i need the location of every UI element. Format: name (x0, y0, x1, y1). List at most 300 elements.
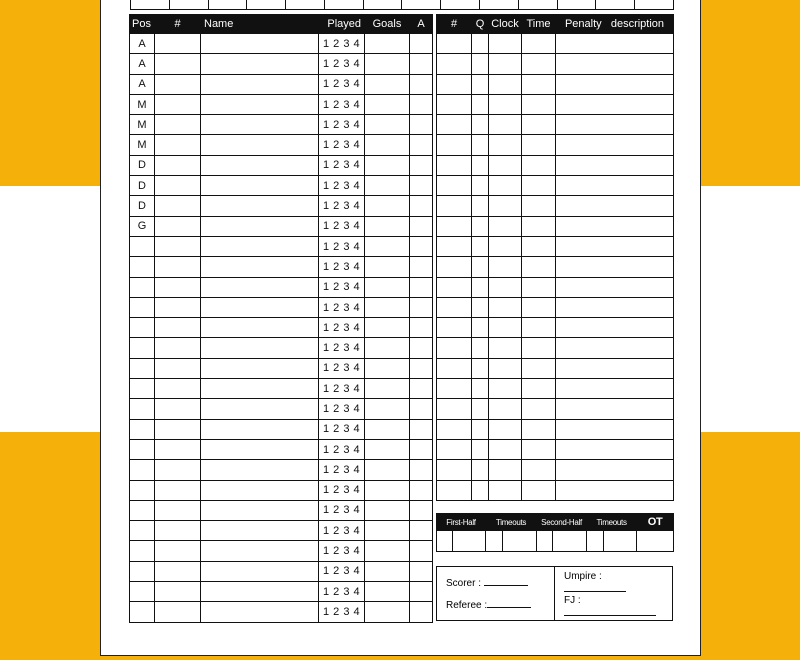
penalty-quarter[interactable] (472, 460, 489, 480)
player-name[interactable] (201, 54, 319, 74)
penalty-quarter[interactable] (472, 379, 489, 399)
player-played[interactable]: 1 2 3 4 (319, 155, 365, 175)
penalty-time[interactable] (522, 399, 556, 419)
player-played[interactable]: 1 2 3 4 (319, 176, 365, 196)
player-assists[interactable] (410, 419, 433, 439)
penalty-clock[interactable] (489, 460, 522, 480)
top-score-cell[interactable] (324, 0, 363, 10)
player-assists[interactable] (410, 115, 433, 135)
penalty-description[interactable] (556, 318, 674, 338)
player-goals[interactable] (365, 74, 410, 94)
player-goals[interactable] (365, 419, 410, 439)
penalty-clock[interactable] (489, 358, 522, 378)
player-played[interactable]: 1 2 3 4 (319, 338, 365, 358)
player-played[interactable]: 1 2 3 4 (319, 541, 365, 561)
penalty-time[interactable] (522, 216, 556, 236)
penalty-clock[interactable] (489, 480, 522, 500)
penalty-number[interactable] (437, 379, 472, 399)
penalty-quarter[interactable] (472, 297, 489, 317)
player-number[interactable] (155, 135, 201, 155)
player-assists[interactable] (410, 602, 433, 622)
penalty-clock[interactable] (489, 257, 522, 277)
penalty-quarter[interactable] (472, 196, 489, 216)
player-number[interactable] (155, 257, 201, 277)
penalty-time[interactable] (522, 318, 556, 338)
player-played[interactable]: 1 2 3 4 (319, 582, 365, 602)
penalty-quarter[interactable] (472, 480, 489, 500)
penalty-clock[interactable] (489, 318, 522, 338)
penalty-quarter[interactable] (472, 176, 489, 196)
penalty-number[interactable] (437, 338, 472, 358)
player-goals[interactable] (365, 54, 410, 74)
header-clock: Clock (489, 15, 522, 34)
player-assists[interactable] (410, 54, 433, 74)
penalty-number[interactable] (437, 115, 472, 135)
player-name[interactable] (201, 155, 319, 175)
player-goals[interactable] (365, 460, 410, 480)
top-score-cell[interactable] (247, 0, 286, 10)
player-goals[interactable] (365, 602, 410, 622)
player-played[interactable]: 1 2 3 4 (319, 74, 365, 94)
penalty-description[interactable] (556, 54, 674, 74)
umpire-field[interactable] (564, 571, 663, 595)
player-number[interactable] (155, 155, 201, 175)
player-number[interactable] (155, 216, 201, 236)
player-number[interactable] (155, 94, 201, 114)
penalty-number[interactable] (437, 297, 472, 317)
penalty-description[interactable] (556, 34, 674, 54)
player-row (130, 500, 433, 520)
timeout-cell[interactable] (587, 531, 604, 552)
player-number[interactable] (155, 318, 201, 338)
player-assists[interactable] (410, 582, 433, 602)
penalty-description[interactable] (556, 94, 674, 114)
penalty-number[interactable] (437, 54, 472, 74)
penalty-number[interactable] (437, 419, 472, 439)
player-name[interactable] (201, 480, 319, 500)
top-score-cell[interactable] (635, 0, 674, 10)
player-number[interactable] (155, 439, 201, 459)
player-goals[interactable] (365, 216, 410, 236)
penalty-time[interactable] (522, 439, 556, 459)
player-name[interactable] (201, 521, 319, 541)
player-goals[interactable] (365, 155, 410, 175)
penalty-quarter[interactable] (472, 439, 489, 459)
penalty-description[interactable] (556, 399, 674, 419)
penalty-clock[interactable] (489, 297, 522, 317)
penalty-clock[interactable] (489, 277, 522, 297)
player-goals[interactable] (365, 34, 410, 54)
top-score-cell[interactable] (169, 0, 208, 10)
player-name[interactable] (201, 379, 319, 399)
penalty-time[interactable] (522, 176, 556, 196)
penalty-number[interactable] (437, 216, 472, 236)
penalty-number[interactable] (437, 155, 472, 175)
player-assists[interactable] (410, 176, 433, 196)
penalty-time[interactable] (522, 34, 556, 54)
penalty-clock[interactable] (489, 216, 522, 236)
top-score-cell[interactable] (402, 0, 441, 10)
penalty-time[interactable] (522, 379, 556, 399)
timeout-cell[interactable] (486, 531, 503, 552)
player-name[interactable] (201, 297, 319, 317)
penalty-number[interactable] (437, 196, 472, 216)
penalty-clock[interactable] (489, 115, 522, 135)
player-goals[interactable] (365, 257, 410, 277)
penalty-number[interactable] (437, 439, 472, 459)
penalty-clock[interactable] (489, 74, 522, 94)
player-played[interactable]: 1 2 3 4 (319, 379, 365, 399)
penalty-number[interactable] (437, 94, 472, 114)
penalty-quarter[interactable] (472, 358, 489, 378)
player-goals[interactable] (365, 582, 410, 602)
penalty-description[interactable] (556, 439, 674, 459)
penalty-clock[interactable] (489, 419, 522, 439)
penalty-time[interactable] (522, 257, 556, 277)
player-number[interactable] (155, 419, 201, 439)
player-goals[interactable] (365, 338, 410, 358)
penalty-quarter[interactable] (472, 236, 489, 256)
fj-field[interactable] (564, 595, 663, 619)
player-played[interactable]: 1 2 3 4 (319, 54, 365, 74)
player-assists[interactable] (410, 439, 433, 459)
timeout-cell[interactable] (503, 531, 537, 552)
player-played[interactable]: 1 2 3 4 (319, 196, 365, 216)
player-number[interactable] (155, 338, 201, 358)
player-name[interactable] (201, 277, 319, 297)
penalty-number[interactable] (437, 135, 472, 155)
player-name[interactable] (201, 176, 319, 196)
penalty-clock[interactable] (489, 338, 522, 358)
timeout-cell[interactable] (604, 531, 637, 552)
player-assists[interactable] (410, 541, 433, 561)
player-assists[interactable] (410, 236, 433, 256)
player-name[interactable] (201, 115, 319, 135)
penalty-description[interactable] (556, 480, 674, 500)
player-number[interactable] (155, 561, 201, 581)
player-assists[interactable] (410, 358, 433, 378)
top-score-cell[interactable] (480, 0, 519, 10)
penalty-description[interactable] (556, 216, 674, 236)
penalty-time[interactable] (522, 419, 556, 439)
player-assists[interactable] (410, 318, 433, 338)
player-name[interactable] (201, 358, 319, 378)
player-goals[interactable] (365, 500, 410, 520)
player-name[interactable] (201, 257, 319, 277)
penalty-time[interactable] (522, 297, 556, 317)
penalty-clock[interactable] (489, 236, 522, 256)
player-played[interactable]: 1 2 3 4 (319, 216, 365, 236)
player-number[interactable] (155, 521, 201, 541)
player-name[interactable] (201, 216, 319, 236)
penalty-number[interactable] (437, 399, 472, 419)
penalty-number[interactable] (437, 318, 472, 338)
penalty-description[interactable] (556, 115, 674, 135)
penalty-clock[interactable] (489, 54, 522, 74)
penalty-description[interactable] (556, 176, 674, 196)
penalty-description[interactable] (556, 297, 674, 317)
player-played[interactable]: 1 2 3 4 (319, 521, 365, 541)
player-goals[interactable] (365, 480, 410, 500)
player-name[interactable] (201, 236, 319, 256)
player-assists[interactable] (410, 460, 433, 480)
player-played[interactable]: 1 2 3 4 (319, 115, 365, 135)
penalty-time[interactable] (522, 54, 556, 74)
penalty-quarter[interactable] (472, 74, 489, 94)
penalty-time[interactable] (522, 277, 556, 297)
penalty-quarter[interactable] (472, 419, 489, 439)
player-played[interactable]: 1 2 3 4 (319, 257, 365, 277)
penalty-time[interactable] (522, 460, 556, 480)
penalty-time[interactable] (522, 196, 556, 216)
penalty-time[interactable] (522, 480, 556, 500)
player-number[interactable] (155, 74, 201, 94)
penalty-description[interactable] (556, 155, 674, 175)
player-name[interactable] (201, 439, 319, 459)
player-number[interactable] (155, 358, 201, 378)
player-goals[interactable] (365, 115, 410, 135)
player-row (130, 216, 433, 236)
penalty-description[interactable] (556, 338, 674, 358)
player-name[interactable] (201, 561, 319, 581)
referee-line (487, 598, 531, 608)
player-name[interactable] (201, 318, 319, 338)
player-assists[interactable] (410, 521, 433, 541)
player-pos (130, 399, 155, 419)
top-score-cell[interactable] (208, 0, 247, 10)
player-number[interactable] (155, 399, 201, 419)
penalty-description[interactable] (556, 460, 674, 480)
player-name[interactable] (201, 94, 319, 114)
penalty-number[interactable] (437, 277, 472, 297)
penalty-number[interactable] (437, 480, 472, 500)
player-played[interactable]: 1 2 3 4 (319, 500, 365, 520)
penalty-clock[interactable] (489, 379, 522, 399)
player-name[interactable] (201, 34, 319, 54)
penalty-description[interactable] (556, 358, 674, 378)
header-played: Played (319, 15, 365, 34)
player-assists[interactable] (410, 399, 433, 419)
penalty-number[interactable] (437, 34, 472, 54)
player-name[interactable] (201, 135, 319, 155)
player-assists[interactable] (410, 277, 433, 297)
player-assists[interactable] (410, 500, 433, 520)
player-name[interactable] (201, 338, 319, 358)
player-number[interactable] (155, 602, 201, 622)
penalty-quarter[interactable] (472, 155, 489, 175)
player-pos (130, 257, 155, 277)
player-goals[interactable] (365, 561, 410, 581)
penalty-description[interactable] (556, 135, 674, 155)
player-assists[interactable] (410, 216, 433, 236)
player-name[interactable] (201, 460, 319, 480)
top-score-cell[interactable] (131, 0, 170, 10)
player-goals[interactable] (365, 277, 410, 297)
player-played[interactable]: 1 2 3 4 (319, 561, 365, 581)
penalty-time[interactable] (522, 338, 556, 358)
player-assists[interactable] (410, 297, 433, 317)
penalty-quarter[interactable] (472, 34, 489, 54)
penalty-description[interactable] (556, 236, 674, 256)
player-played[interactable]: 1 2 3 4 (319, 34, 365, 54)
penalty-quarter[interactable] (472, 115, 489, 135)
player-name[interactable] (201, 419, 319, 439)
penalty-row (437, 277, 674, 297)
player-played[interactable]: 1 2 3 4 (319, 358, 365, 378)
player-assists[interactable] (410, 257, 433, 277)
player-played[interactable]: 1 2 3 4 (319, 277, 365, 297)
player-number[interactable] (155, 582, 201, 602)
player-goals[interactable] (365, 94, 410, 114)
player-assists[interactable] (410, 196, 433, 216)
player-pos: A (130, 74, 155, 94)
timeout-cell[interactable] (537, 531, 553, 552)
player-row (130, 602, 433, 622)
player-name[interactable] (201, 74, 319, 94)
penalty-row (437, 176, 674, 196)
penalty-number[interactable] (437, 176, 472, 196)
top-score-cell[interactable] (518, 0, 557, 10)
player-played[interactable]: 1 2 3 4 (319, 297, 365, 317)
player-assists[interactable] (410, 74, 433, 94)
timeout-cell[interactable] (553, 531, 587, 552)
penalty-number[interactable] (437, 460, 472, 480)
penalty-quarter[interactable] (472, 399, 489, 419)
player-number[interactable] (155, 115, 201, 135)
player-played[interactable]: 1 2 3 4 (319, 480, 365, 500)
player-number[interactable] (155, 196, 201, 216)
penalty-time[interactable] (522, 236, 556, 256)
penalty-time[interactable] (522, 135, 556, 155)
player-goals[interactable] (365, 439, 410, 459)
top-score-cell[interactable] (363, 0, 402, 10)
top-score-cell[interactable] (596, 0, 635, 10)
player-played[interactable]: 1 2 3 4 (319, 399, 365, 419)
timeout-cell[interactable] (637, 531, 674, 552)
penalty-quarter[interactable] (472, 338, 489, 358)
player-number[interactable] (155, 236, 201, 256)
penalty-clock[interactable] (489, 94, 522, 114)
player-number[interactable] (155, 480, 201, 500)
penalty-description[interactable] (556, 257, 674, 277)
penalty-description[interactable] (556, 196, 674, 216)
player-number[interactable] (155, 34, 201, 54)
penalty-clock[interactable] (489, 155, 522, 175)
player-goals[interactable] (365, 236, 410, 256)
player-goals[interactable] (365, 521, 410, 541)
penalty-quarter[interactable] (472, 135, 489, 155)
penalty-quarter[interactable] (472, 318, 489, 338)
player-assists[interactable] (410, 561, 433, 581)
player-row (130, 521, 433, 541)
player-assists[interactable] (410, 94, 433, 114)
player-number[interactable] (155, 500, 201, 520)
penalty-number[interactable] (437, 257, 472, 277)
player-assists[interactable] (410, 338, 433, 358)
penalty-description[interactable] (556, 379, 674, 399)
player-goals[interactable] (365, 196, 410, 216)
player-number[interactable] (155, 277, 201, 297)
player-assists[interactable] (410, 480, 433, 500)
player-number[interactable] (155, 379, 201, 399)
penalty-time[interactable] (522, 94, 556, 114)
player-name[interactable] (201, 196, 319, 216)
player-played[interactable]: 1 2 3 4 (319, 94, 365, 114)
player-played[interactable]: 1 2 3 4 (319, 602, 365, 622)
timeout-cell[interactable] (437, 531, 453, 552)
player-name[interactable] (201, 602, 319, 622)
player-played[interactable]: 1 2 3 4 (319, 460, 365, 480)
player-goals[interactable] (365, 541, 410, 561)
player-number[interactable] (155, 460, 201, 480)
player-assists[interactable] (410, 34, 433, 54)
player-number[interactable] (155, 297, 201, 317)
player-goals[interactable] (365, 379, 410, 399)
header-goals: Goals (365, 15, 410, 34)
penalty-clock[interactable] (489, 135, 522, 155)
player-goals[interactable] (365, 176, 410, 196)
penalty-clock[interactable] (489, 439, 522, 459)
penalty-time[interactable] (522, 115, 556, 135)
penalty-description[interactable] (556, 74, 674, 94)
player-played[interactable]: 1 2 3 4 (319, 419, 365, 439)
penalty-clock[interactable] (489, 176, 522, 196)
player-assists[interactable] (410, 379, 433, 399)
player-name[interactable] (201, 399, 319, 419)
penalty-quarter[interactable] (472, 277, 489, 297)
penalty-number[interactable] (437, 358, 472, 378)
penalty-description[interactable] (556, 277, 674, 297)
player-goals[interactable] (365, 358, 410, 378)
penalty-quarter[interactable] (472, 257, 489, 277)
player-name[interactable] (201, 541, 319, 561)
penalty-quarter[interactable] (472, 54, 489, 74)
top-score-cell[interactable] (441, 0, 480, 10)
player-played[interactable]: 1 2 3 4 (319, 236, 365, 256)
penalty-time[interactable] (522, 358, 556, 378)
penalty-quarter[interactable] (472, 94, 489, 114)
player-name[interactable] (201, 500, 319, 520)
referee-field[interactable] (446, 598, 545, 611)
player-name[interactable] (201, 582, 319, 602)
player-number[interactable] (155, 541, 201, 561)
player-number[interactable] (155, 176, 201, 196)
player-played[interactable]: 1 2 3 4 (319, 439, 365, 459)
player-goals[interactable] (365, 297, 410, 317)
penalty-number[interactable] (437, 236, 472, 256)
penalty-description[interactable] (556, 419, 674, 439)
player-assists[interactable] (410, 135, 433, 155)
penalty-clock[interactable] (489, 399, 522, 419)
player-played[interactable]: 1 2 3 4 (319, 135, 365, 155)
top-score-cell[interactable] (557, 0, 596, 10)
penalty-time[interactable] (522, 155, 556, 175)
player-goals[interactable] (365, 399, 410, 419)
penalty-time[interactable] (522, 74, 556, 94)
top-score-cell[interactable] (286, 0, 325, 10)
timeout-cell[interactable] (453, 531, 486, 552)
player-assists[interactable] (410, 155, 433, 175)
penalty-clock[interactable] (489, 196, 522, 216)
player-played[interactable]: 1 2 3 4 (319, 318, 365, 338)
penalty-number[interactable] (437, 74, 472, 94)
penalty-quarter[interactable] (472, 216, 489, 236)
scorer-field[interactable] (446, 576, 545, 589)
penalty-clock[interactable] (489, 34, 522, 54)
player-number[interactable] (155, 54, 201, 74)
player-goals[interactable] (365, 135, 410, 155)
player-goals[interactable] (365, 318, 410, 338)
